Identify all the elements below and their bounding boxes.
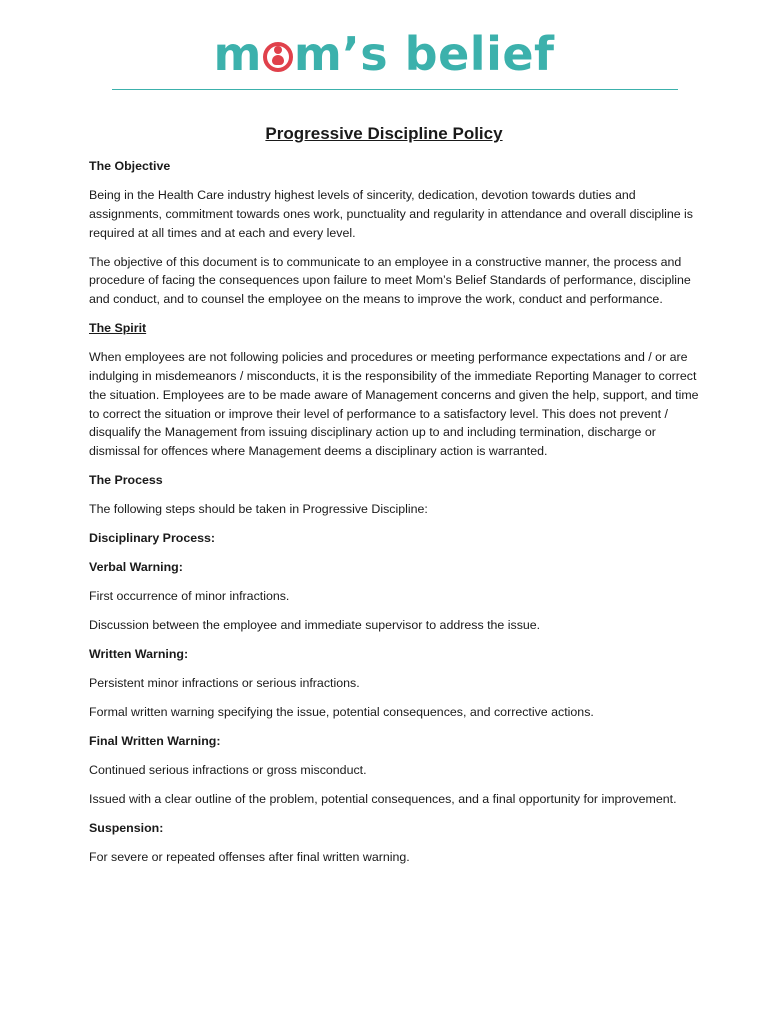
brand-logo: [0, 28, 768, 80]
process-paragraph: The following steps should be taken in Progressive Discipline:: [89, 502, 428, 517]
logo-letter-m: m: [213, 27, 262, 81]
written-warning-text-2: Formal written warning specifying the issue, potential consequences, and corrective actions.: [89, 704, 594, 719]
suspension-text: For severe or repeated offenses after final written warning.: [89, 849, 410, 864]
written-warning-text-1: Persistent minor infractions or serious infractions.: [89, 675, 360, 690]
mother-child-icon: [263, 42, 293, 72]
logo-wordmark: m’s belief: [293, 27, 555, 81]
disciplinary-process-heading: Disciplinary Process:: [89, 531, 216, 546]
header-divider: [112, 89, 678, 90]
final-written-warning-text-1: Continued serious infractions or gross misconduct.: [89, 762, 367, 777]
final-written-warning-heading: Final Written Warning:: [89, 733, 221, 748]
process-heading: The Process: [89, 473, 163, 488]
objective-heading: The Objective: [89, 159, 171, 173]
page-title: Progressive Discipline Policy: [265, 124, 503, 143]
verbal-warning-text-2: Discussion between the employee and immediate supervisor to address the issue.: [89, 618, 541, 633]
spirit-paragraph: When employees are not following policies and procedures or meeting performance expectations and / or are indulging in misdemeanors / misconducts, it is the responsibility of the immediate Reporting Manager to correct the situation. Employees are to be made aware of Management concerns and given the help, support, and time to correct the situation or improve their level of performance to a satisfactory level. This does not prevent / disqualify the Management from issuing disciplinary action up to and including termination, discharge or dismissal for offences where Management deems a disciplinary action is warranted.: [89, 350, 699, 459]
objective-paragraph-1: Being in the Health Care industry highest levels of sincerity, dedication, devotion towards duties and assignments, commitment towards ones work, punctuality and regularity in attendance and overall discipline is required at all times and at each and every level.: [89, 187, 694, 240]
written-warning-heading: Written Warning:: [89, 647, 189, 661]
suspension-heading: Suspension:: [89, 820, 164, 835]
final-written-warning-text-2: Issued with a clear outline of the problem, potential consequences, and a final opportunity for improvement.: [89, 791, 677, 806]
objective-paragraph-2: The objective of this document is to communicate to an employee in a constructive manner, the process and procedure of facing the consequences upon failure to meet Mom’s Belief Standards of performance, discipline and conduct, and to counsel the employee on the means to improve the work, conduct and performance.: [89, 254, 691, 307]
verbal-warning-heading: Verbal Warning:: [89, 560, 183, 575]
document-body: [89, 157, 709, 877]
verbal-warning-text-1: First occurrence of minor infractions.: [89, 589, 290, 604]
spirit-heading: The Spirit: [89, 321, 147, 336]
